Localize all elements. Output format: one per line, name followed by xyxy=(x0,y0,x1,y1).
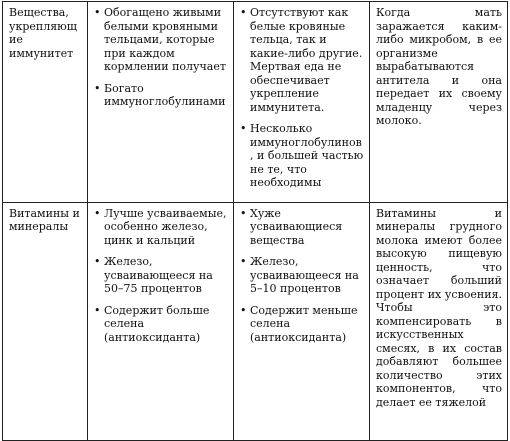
comment-text: Когда мать заражается каким-либо микробом, в ее организме вырабатываются антитела и она передает их своему младенцу через молоко. xyxy=(376,6,502,127)
list-item xyxy=(240,207,364,248)
list-item-text: Железо, усваивающееся на 5–10 процентов xyxy=(250,255,359,295)
list-item xyxy=(94,6,228,74)
table-row xyxy=(3,2,508,203)
bullet-icon: • xyxy=(240,122,247,135)
bullet-list xyxy=(94,6,228,109)
table-row xyxy=(3,202,508,440)
formula-cell xyxy=(234,2,370,203)
list-item xyxy=(240,304,364,345)
list-item xyxy=(240,255,364,296)
bullet-icon: • xyxy=(94,81,101,95)
list-item-text: Несколько иммуноглобулинов, и большей частью не те, что необходимы xyxy=(250,122,364,189)
bullet-icon: • xyxy=(94,6,101,19)
list-item xyxy=(240,122,364,190)
breast-milk-cell xyxy=(88,2,234,203)
comparison-table xyxy=(2,1,508,441)
comment-cell xyxy=(370,2,508,203)
comment-cell xyxy=(370,202,508,440)
bullet-icon: • xyxy=(240,255,247,268)
comment-text: Витамины и минералы грудного молока имеют более высокую пищевую ценность, что означает больший процент их усвоения. Чтобы это компенсировать в искусственных смесях, в их состав добавляют большее количество этих компонентов, что делает ее тяжелой xyxy=(376,206,502,409)
bullet-icon: • xyxy=(240,6,247,19)
category-cell xyxy=(3,2,88,203)
list-item-text: Содержит больше селена (антиоксиданта) xyxy=(104,303,210,344)
list-item xyxy=(94,82,228,109)
bullet-icon: • xyxy=(240,206,247,220)
comparison-page xyxy=(2,1,507,417)
bullet-icon: • xyxy=(94,255,101,268)
list-item-text: Железо, усваивающееся на 50–75 процентов xyxy=(104,255,213,295)
bullet-list xyxy=(94,207,228,345)
bullet-list xyxy=(240,6,364,190)
category-cell xyxy=(3,202,88,440)
list-item-text: Богато иммуноглобулинами xyxy=(104,81,226,108)
list-item-text: Отсутствуют как белые кровяные тельца, так и какие-либо другие. Мертвая еда не обеспечивает укрепление иммунитета. xyxy=(250,6,363,114)
formula-cell xyxy=(234,202,370,440)
list-item-text: Хуже усваивающиеся вещества xyxy=(250,206,343,247)
list-item xyxy=(94,304,228,345)
category-label: Витамины и минералы xyxy=(9,206,80,233)
list-item-text: Содержит меньше селена (антиоксиданта) xyxy=(250,303,358,344)
breast-milk-cell xyxy=(88,202,234,440)
bullet-list xyxy=(240,207,364,345)
list-item xyxy=(94,207,228,248)
list-item xyxy=(240,6,364,114)
bullet-icon: • xyxy=(94,206,101,220)
bullet-icon: • xyxy=(240,303,247,317)
list-item xyxy=(94,255,228,296)
category-label: Вещества, укрепляющие иммунитет xyxy=(9,6,77,60)
list-item-text: Обогащено живыми белыми кровяными тельцами, которые при каждом кормлении получает xyxy=(104,6,226,73)
bullet-icon: • xyxy=(94,303,101,317)
list-item-text: Лучше усваиваемые, особенно железо, цинк и кальций xyxy=(104,206,227,247)
